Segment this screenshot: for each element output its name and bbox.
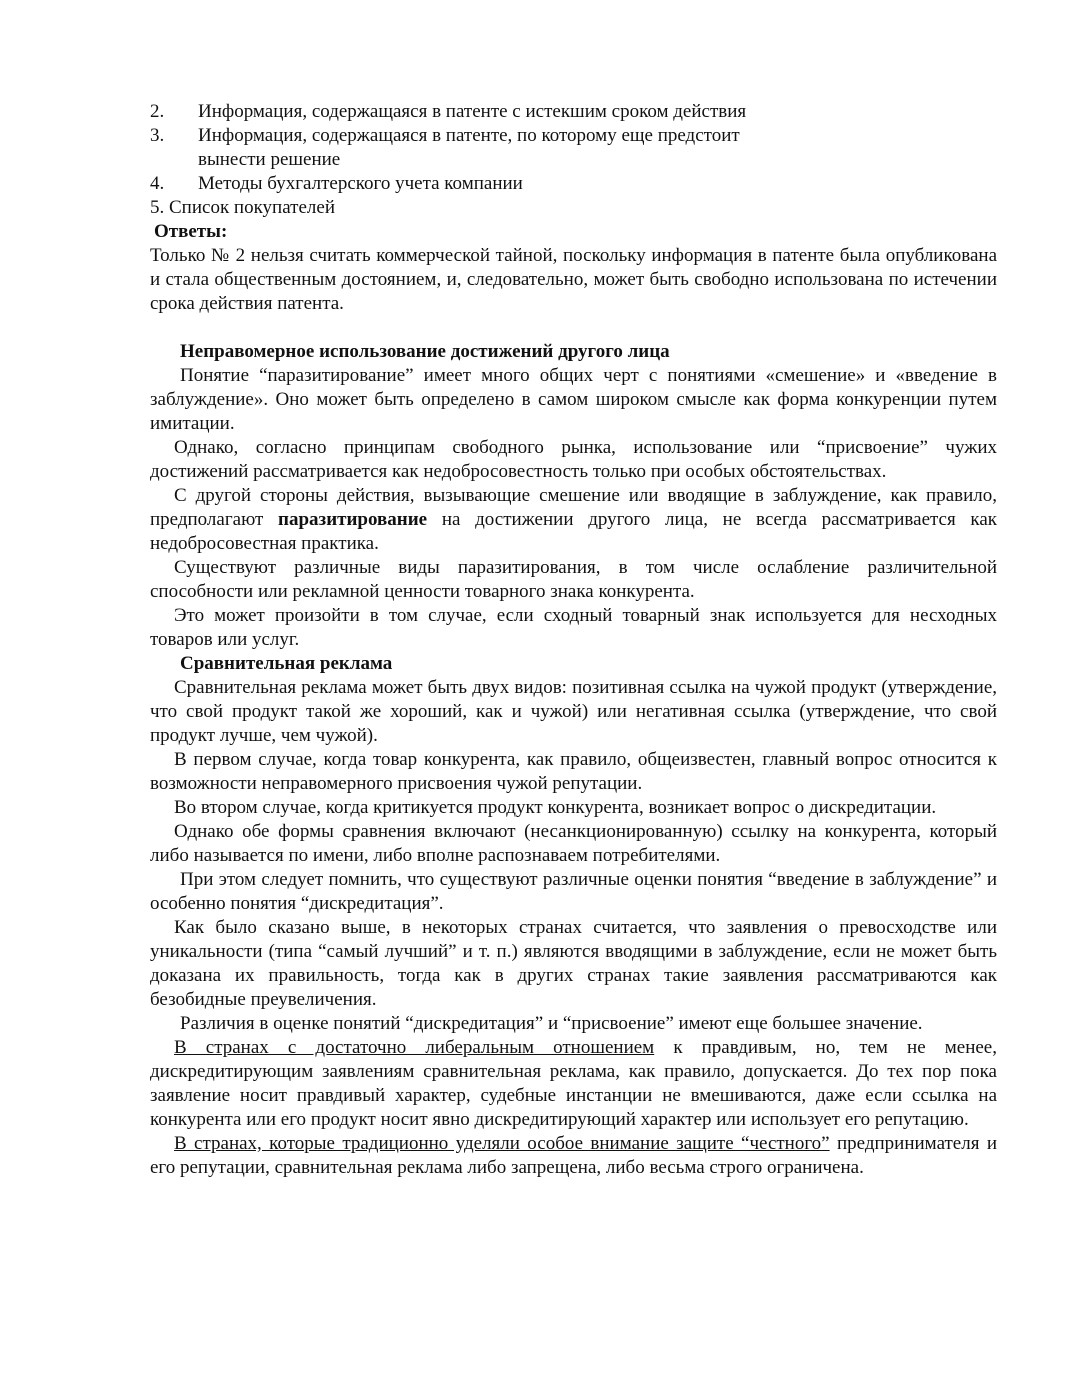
list-number: 3.: [150, 125, 165, 146]
list-number: 2.: [150, 101, 165, 122]
paragraph: Это может произойти в том случае, если сходный товарный знак используется для несходных товаров или услуг.: [150, 605, 997, 650]
paragraph-text: к правдивым, но, тем не менее, дискредитирующим заявлениям сравнительная реклама, как правило, допускается. До тех пор пока заявление носит правдивый характер, судебные инстанции не вмешиваются, даже если ссылка на конкурента или его продукт носит явно дискредитирующий характер или использует его репутацию.: [150, 1037, 997, 1130]
paragraph: В первом случае, когда товар конкурента, как правило, общеизвестен, главный вопрос относится к возможности неправомерного присвоения чужой репутации.: [150, 749, 997, 794]
paragraph: Во втором случае, когда критикуется продукт конкурента, возникает вопрос о дискредитации.: [174, 797, 937, 818]
underlined-phrase: В странах, которые традиционно уделяли особое внимание защите “честного”: [174, 1133, 830, 1154]
paragraph: [150, 484, 997, 556]
list-text-continuation: вынести решение: [198, 149, 341, 170]
bold-term: паразитирование: [278, 509, 428, 530]
list-item: [150, 124, 997, 172]
paragraph-text: С другой стороны действия, вызывающие смешение или вводящие в заблуждение, как правило, предполагают: [150, 485, 997, 530]
list-number: 4.: [150, 173, 165, 194]
paragraph: [150, 1132, 997, 1180]
paragraph-text: на достижении другого лица, не всегда рассматривается как недобросовестная практика.: [150, 509, 998, 554]
answers-heading: Ответы:: [154, 221, 228, 242]
section-heading-comparative-advertising: Сравнительная реклама: [180, 653, 393, 674]
paragraph: Как было сказано выше, в некоторых странах считается, что заявления о превосходстве или уникальности (типа “самый лучший” и т. п.) являются вводящими в заблуждение, если не может быть доказана их правильность, тогда как в других странах такие заявления рассматриваются как безобидные преувеличения.: [150, 917, 997, 1010]
list-text: Методы бухгалтерского учета компании: [198, 173, 523, 194]
paragraph: Однако обе формы сравнения включают (несанкционированную) ссылку на конкурента, который либо называется по имени, либо вполне распознаваем потребителями.: [150, 821, 997, 866]
list-text: 5. Список покупателей: [150, 197, 335, 218]
underlined-phrase: В странах с достаточно либеральным отношением: [174, 1037, 655, 1058]
paragraph-text: предпринимателя и его репутации, сравнительная реклама либо запрещена, либо весьма строго ограничена.: [150, 1133, 998, 1178]
section-heading-parasitism: Неправомерное использование достижений другого лица: [180, 341, 670, 362]
paragraph: Существуют различные виды паразитирования, в том числе ослабление различительной способности или рекламной ценности товарного знака конкурента.: [150, 557, 997, 602]
list-item: [150, 196, 997, 220]
paragraph: При этом следует помнить, что существуют различные оценки понятия “введение в заблуждение” и особенно понятия “дискредитация”.: [150, 869, 997, 914]
paragraph: Сравнительная реклама может быть двух видов: позитивная ссылка на чужой продукт (утверждение, что свой продукт такой же хороший, как и чужой) или негативная ссылка (утверждение, что свой продукт лучше, чем чужой).: [150, 677, 997, 746]
list-text: Информация, содержащаяся в патенте с истекшим сроком действия: [198, 101, 747, 122]
answers-paragraph: Только № 2 нельзя считать коммерческой тайной, поскольку информация в патенте была опубликована и стала общественным достоянием, и, следовательно, может быть свободно использована по истечении срока действия патента.: [150, 245, 997, 314]
paragraph: [150, 1036, 997, 1132]
paragraph: Однако, согласно принципам свободного рынка, использование или “присвоение” чужих достижений рассматривается как недобросовестность только при особых обстоятельствах.: [150, 437, 997, 482]
spacer: [150, 316, 997, 340]
paragraph: Различия в оценке понятий “дискредитация” и “присвоение” имеют еще большее значение.: [180, 1013, 923, 1034]
list-item: [150, 100, 997, 124]
list-text: Информация, содержащаяся в патенте, по которому еще предстоит: [198, 125, 740, 146]
paragraph: Понятие “паразитирование” имеет много общих черт с понятиями «смешение» и «введение в заблуждение». Оно может быть определено в самом широком смысле как форма конкуренции путем имитации.: [150, 365, 997, 434]
list-item: [150, 172, 997, 196]
